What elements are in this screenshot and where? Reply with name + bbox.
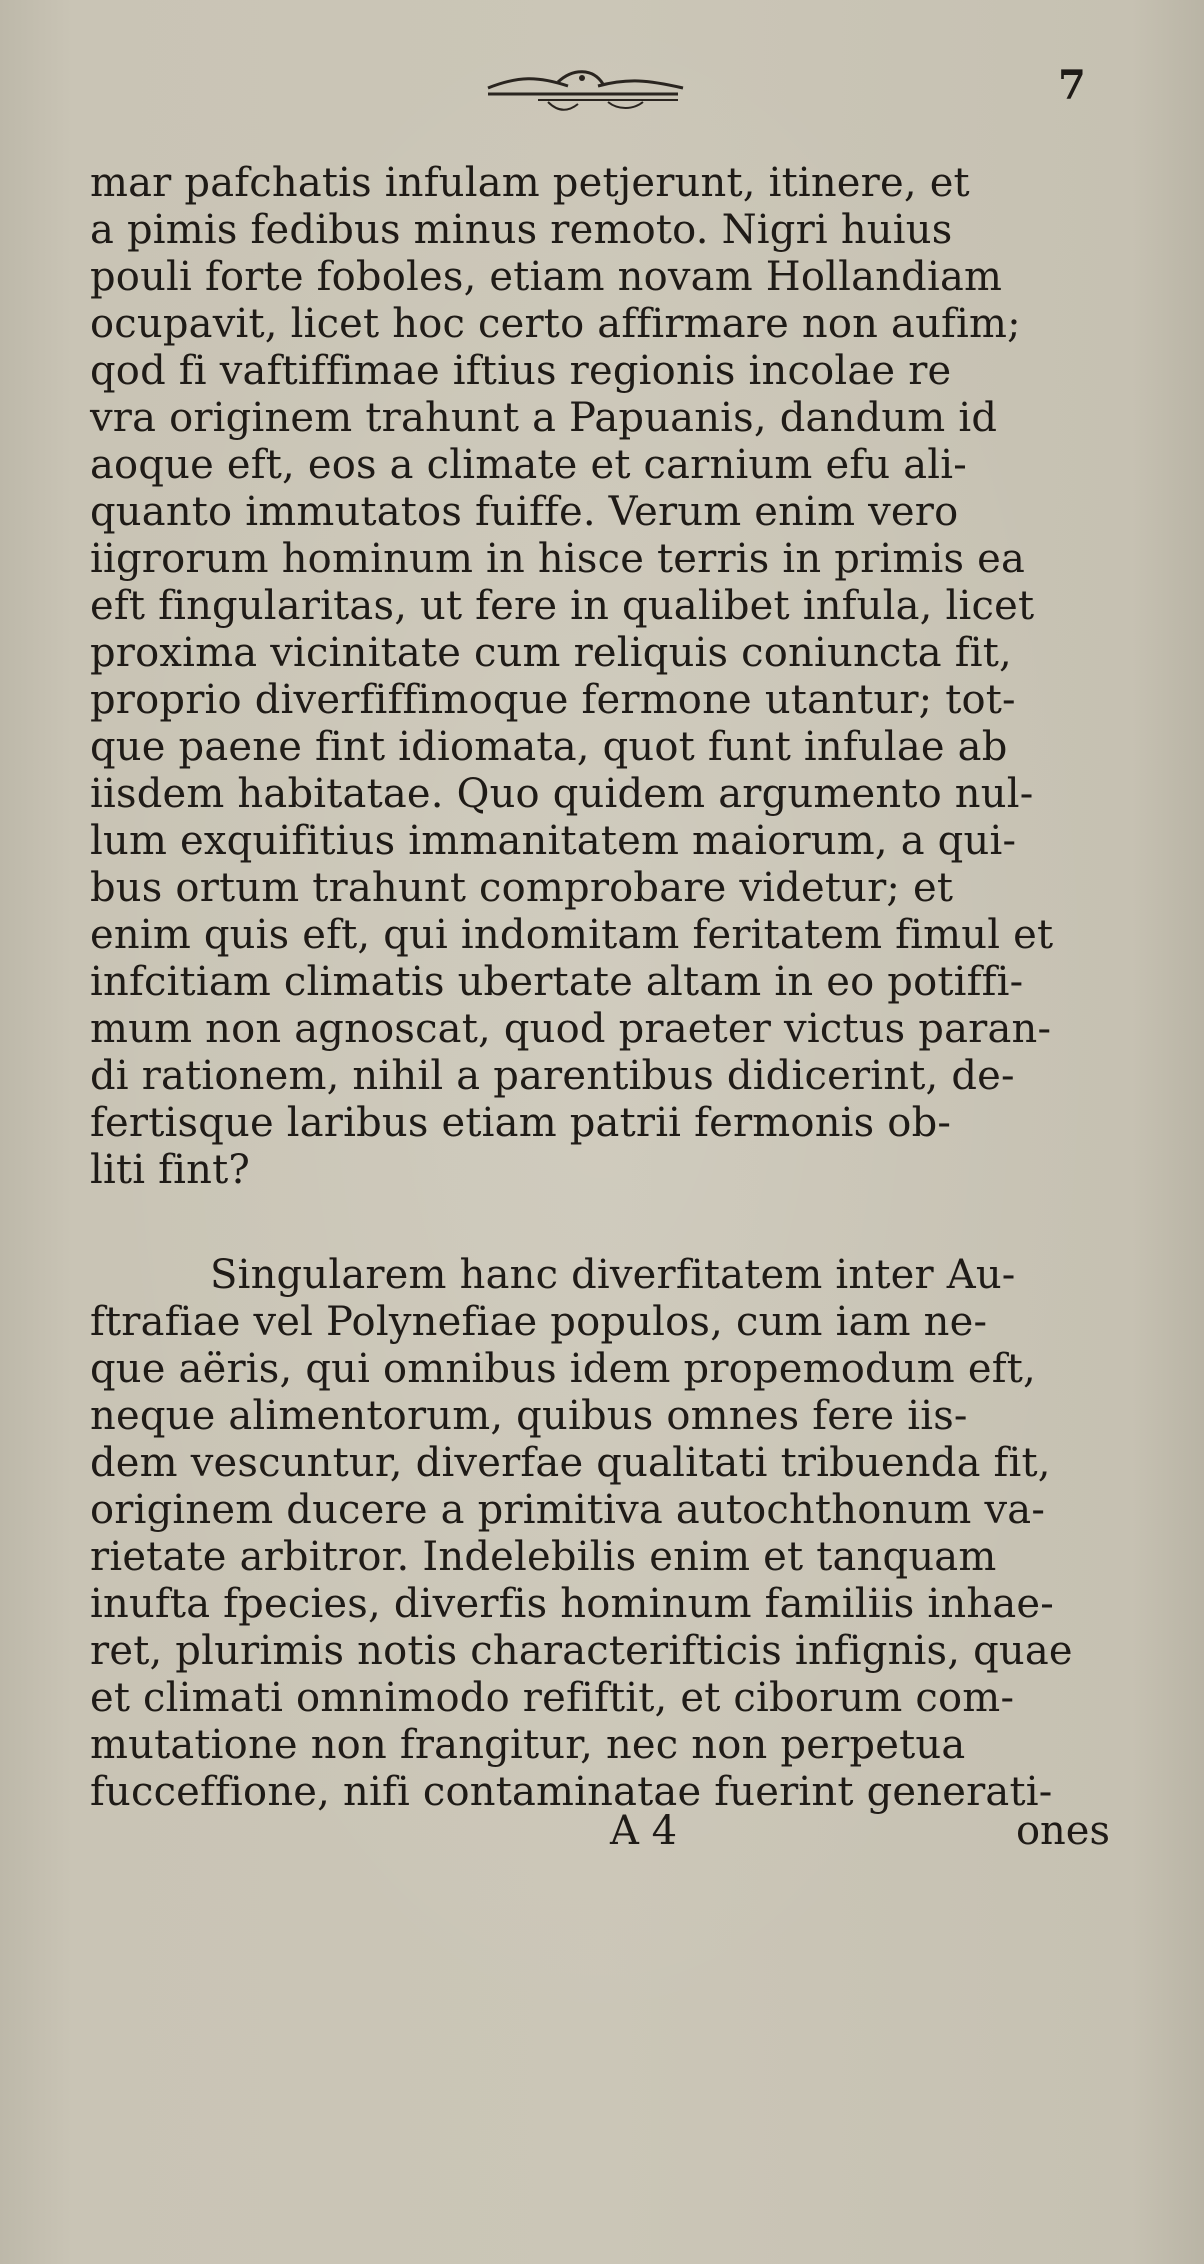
text-line: pouli forte foboles, etiam novam Hollandiam — [90, 254, 1003, 300]
text-line: originem ducere a primitiva autochthonum va- — [90, 1487, 1046, 1533]
text-line: aoque eft, eos a climate et carnium efu ali- — [90, 442, 967, 488]
text-line: mutatione non frangitur, nec non perpetua — [90, 1722, 966, 1768]
text-line: vra originem trahunt a Papuanis, dandum id — [90, 395, 998, 441]
text-line: ret, plurimis notis characterifticis infignis, quae — [90, 1628, 1073, 1674]
text-line: que paene fint idiomata, quot funt infulae ab — [90, 724, 1008, 770]
text-line: ocupavit, licet hoc certo affirmare non aufim; — [90, 301, 1021, 347]
text-line: infcitiam climatis ubertate altam in eo potiffi- — [90, 959, 1024, 1005]
main-text — [90, 160, 1130, 1855]
text-line: lum exquifitius immanitatem maiorum, a qui- — [90, 818, 1017, 864]
text-line: liti fint? — [90, 1147, 251, 1193]
text-line: fertisque laribus etiam patrii fermonis ob- — [90, 1100, 952, 1146]
text-line: enim quis eft, qui indomitam feritatem fimul et — [90, 912, 1054, 958]
text-line: dem vescuntur, diverfae qualitati tribuenda fit, — [90, 1440, 1051, 1486]
page-number: 7 — [1058, 62, 1086, 109]
paragraph-2 — [90, 1252, 1130, 1816]
text-line: ftrafiae vel Polynefiae populos, cum iam ne- — [90, 1299, 988, 1345]
text-line: iigrorum hominum in hisce terris in primis ea — [90, 536, 1026, 582]
signature-mark: A 4 — [610, 1808, 678, 1854]
text-line: qod fi vaftiffimae iftius regionis incolae re — [90, 348, 952, 394]
text-line: fucceffione, nifi contaminatae fuerint generati- — [90, 1769, 1053, 1815]
text-line: inufta fpecies, diverfis hominum familiis inhae- — [90, 1581, 1054, 1627]
text-line: quanto immutatos fuiffe. Verum enim vero — [90, 489, 959, 535]
text-line: bus ortum trahunt comprobare videtur; et — [90, 865, 954, 911]
paragraph-1 — [90, 160, 1130, 1194]
printer-ornament-icon — [478, 60, 698, 120]
text-line: eft fingularitas, ut fere in qualibet infula, licet — [90, 583, 1035, 629]
paragraph-spacer — [90, 1194, 1130, 1252]
text-line: et climati omnimodo refiftit, et ciborum com- — [90, 1675, 1015, 1721]
text-line: rietate arbitror. Indelebilis enim et tanquam — [90, 1534, 997, 1580]
text-line: mum non agnoscat, quod praeter victus paran- — [90, 1006, 1052, 1052]
text-line: Singularem hanc diverfitatem inter Au- — [210, 1252, 1016, 1298]
text-line: neque alimentorum, quibus omnes fere iis- — [90, 1393, 968, 1439]
text-line: proxima vicinitate cum reliquis coniuncta fit, — [90, 630, 1012, 676]
text-line: di rationem, nihil a parentibus didicerint, de- — [90, 1053, 1015, 1099]
text-line: proprio diverfiffimoque fermone utantur; tot- — [90, 677, 1016, 723]
catchword: ones — [1015, 1808, 1110, 1854]
text-line: a pimis fedibus minus remoto. Nigri huius — [90, 207, 953, 253]
text-line: iisdem habitatae. Quo quidem argumento nul- — [90, 771, 1034, 817]
text-line: mar pafchatis infulam petjerunt, itinere, et — [90, 160, 970, 206]
text-line: que aëris, qui omnibus idem propemodum eft, — [90, 1346, 1036, 1392]
